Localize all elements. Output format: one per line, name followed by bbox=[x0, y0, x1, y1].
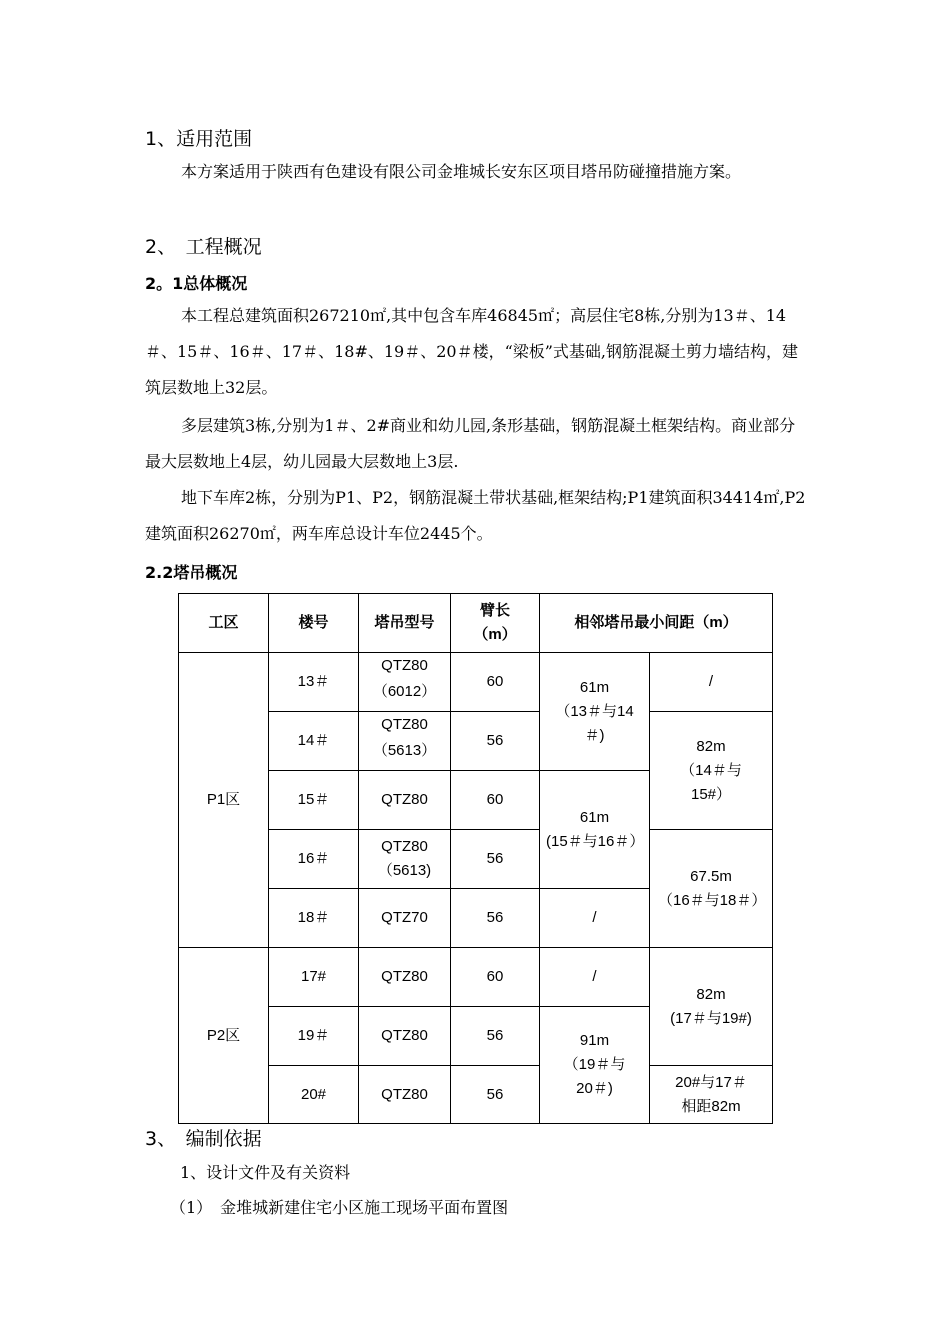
model-line: QTZ80 bbox=[381, 657, 428, 674]
arm-cell: 56 bbox=[451, 889, 540, 948]
tower-crane-table bbox=[178, 593, 773, 1124]
arm-cell: 56 bbox=[451, 712, 540, 771]
building-cell: 17# bbox=[269, 948, 359, 1007]
distance-line: 82m bbox=[696, 737, 726, 755]
model-cell: QTZ80 bbox=[359, 1007, 451, 1066]
model-cell bbox=[359, 712, 451, 771]
overview-paragraph-1: 本工程总建筑面积267210㎡,其中包含车库46845㎡；高层住宅8栋,分别为13＃、14＃、15＃、16＃、17＃、18#、19＃、20＃楼，“梁板”式基础,钢筋混凝土剪力墙结构，建筑层数地上32层。 bbox=[145, 306, 799, 397]
distance-line: 67.5m bbox=[690, 867, 732, 885]
section-2-heading: 2、 工程概况 bbox=[145, 236, 262, 258]
arm-cell: 56 bbox=[451, 830, 540, 889]
model-cell: QTZ70 bbox=[359, 889, 451, 948]
distance-line: (15＃与16＃） bbox=[546, 832, 645, 850]
section-3-heading: 3、 编制依据 bbox=[145, 1128, 262, 1150]
building-cell: 20# bbox=[269, 1066, 359, 1124]
model-line: （5613） bbox=[372, 742, 437, 759]
arm-cell: 56 bbox=[451, 1007, 540, 1066]
overview-paragraph-3: 地下车库2栋，分别为P1、P2，钢筋混凝土带状基础,框架结构;P1建筑面积34414㎡,P2建筑面积26270㎡，两车库总设计车位2445个。 bbox=[145, 488, 806, 543]
distance-cell bbox=[650, 948, 773, 1066]
distance-line: （16＃与18＃） bbox=[658, 891, 767, 909]
model-cell: QTZ80 bbox=[359, 771, 451, 830]
zone-cell-p2: P2区 bbox=[179, 948, 269, 1124]
distance-cell bbox=[540, 653, 650, 771]
arm-cell: 56 bbox=[451, 1066, 540, 1124]
distance-line: (17＃与19#) bbox=[670, 1009, 752, 1027]
distance-cell bbox=[650, 712, 773, 830]
model-cell: QTZ80 bbox=[359, 1066, 451, 1124]
header-arm-length: 臂长（m） bbox=[451, 594, 540, 653]
building-cell: 13＃ bbox=[269, 653, 359, 712]
model-line: （6012） bbox=[372, 683, 437, 700]
subsection-2-1-heading: 2。1总体概况 bbox=[145, 274, 248, 293]
distance-line: 相距82m bbox=[681, 1097, 741, 1115]
distance-line: （13＃与14＃) bbox=[555, 702, 634, 744]
distance-cell: / bbox=[650, 653, 773, 712]
distance-cell bbox=[540, 771, 650, 889]
building-cell: 15＃ bbox=[269, 771, 359, 830]
model-cell: QTZ80 bbox=[359, 948, 451, 1007]
overview-paragraph-2: 多层建筑3栋,分别为1＃、2#商业和幼儿园,条形基础，钢筋混凝土框架结构。商业部分最大层数地上4层，幼儿园最大层数地上3层. bbox=[145, 416, 796, 471]
distance-line: （14＃与15#） bbox=[680, 761, 742, 803]
model-cell bbox=[359, 830, 451, 889]
basis-item-2: （1） 金堆城新建住宅小区施工现场平面布置图 bbox=[170, 1198, 509, 1217]
model-line: QTZ80 bbox=[381, 716, 428, 733]
model-line: （5613) bbox=[377, 862, 432, 879]
header-building: 楼号 bbox=[269, 594, 359, 653]
section-1-heading: 1、适用范围 bbox=[145, 128, 253, 150]
subsection-2-2-heading: 2.2塔吊概况 bbox=[145, 563, 238, 582]
arm-cell: 60 bbox=[451, 771, 540, 830]
distance-line: （19＃与20＃) bbox=[563, 1056, 626, 1097]
building-cell: 16＃ bbox=[269, 830, 359, 889]
building-cell: 19＃ bbox=[269, 1007, 359, 1066]
building-cell: 14＃ bbox=[269, 712, 359, 771]
model-cell bbox=[359, 653, 451, 712]
header-crane-model: 塔吊型号 bbox=[359, 594, 451, 653]
section-1-body: 本方案适用于陕西有色建设有限公司金堆城长安东区项目塔吊防碰撞措施方案。 bbox=[181, 162, 742, 181]
distance-line: 61m bbox=[579, 678, 610, 696]
distance-cell: / bbox=[540, 948, 650, 1007]
building-cell: 18＃ bbox=[269, 889, 359, 948]
arm-cell: 60 bbox=[451, 948, 540, 1007]
arm-cell: 60 bbox=[451, 653, 540, 712]
distance-line: 91m bbox=[579, 1032, 610, 1049]
model-line: QTZ80 bbox=[381, 838, 428, 855]
distance-line: 20#与17＃ bbox=[675, 1073, 747, 1091]
distance-cell bbox=[540, 1007, 650, 1124]
header-zone: 工区 bbox=[179, 594, 269, 653]
basis-item-1: 1、设计文件及有关资料 bbox=[180, 1163, 351, 1182]
zone-cell-p1: P1区 bbox=[179, 653, 269, 948]
distance-line: 61m bbox=[579, 808, 610, 826]
distance-cell bbox=[650, 1066, 773, 1124]
distance-cell: / bbox=[540, 889, 650, 948]
distance-cell bbox=[650, 830, 773, 948]
distance-line: 82m bbox=[696, 985, 726, 1003]
header-min-distance: 相邻塔吊最小间距（m） bbox=[540, 594, 773, 653]
